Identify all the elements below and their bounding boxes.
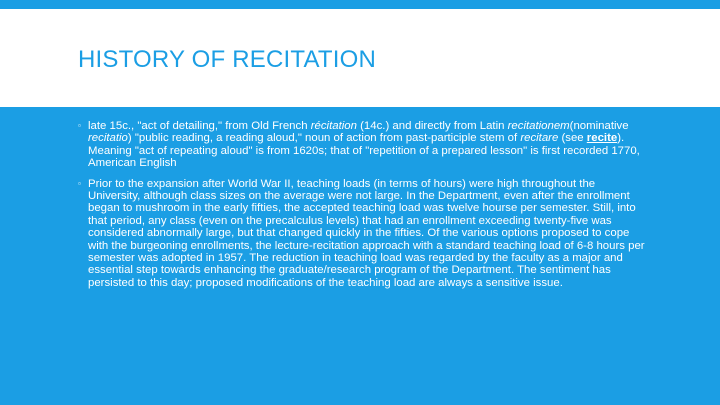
title-area [0,9,720,107]
bullet-list [78,120,650,297]
text-run: ). Meaning "act of repeating aloud" is from 1620s; that of "repetition of a prepared lesson" is first recorded 1770, American English [88,132,640,170]
bullet-icon: ▫ [78,178,81,188]
bullet-text [88,120,650,170]
text-run: (14c.) and directly from Latin [356,120,508,132]
content-area [0,107,720,405]
text-run: (nominative [569,120,629,132]
text-run: late 15c., "act of detailing," from Old French [88,120,311,132]
italic-term: recitatio [88,132,128,145]
recite-link[interactable]: recite [586,132,618,145]
text-run: (see [558,132,587,145]
top-accent-band [0,0,720,9]
bullet-item [78,120,650,170]
bullet-text [88,178,650,290]
bullet-item [78,178,650,290]
text-run: ) "public reading, a reading aloud," noun of action from past-participle stem of [127,132,521,145]
italic-term: recitare [520,132,559,145]
slide-title: HISTORY OF RECITATION [78,46,377,73]
text-run: Prior to the expansion after World War II, teaching loads (in terms of hours) were high throughout the University, although class sizes on the average were not large. In the Department, even after the enrollment began to mushroom in the early fifties, the accepted teaching load was twelve hourse per semester. Still, into that period, any class (even on the precalculus levels) that had an enrollment exceeding twenty-five was considered abnormally large, but that changed quickly in the fifties. Of the various options proposed to cope with the burgeoning enrollments, the lecture-recitation approach with a standard teaching load of 6-8 hours per semester was adopted in 1957. The reduction in teaching load was regarded by the faculty as a major and essential step towards enhancing the graduate/research program of the Department. The sentiment has persisted to this day; proposed modifications of the teaching load are always a sensitive issue. [88,177,645,289]
italic-term: recitationem [507,120,570,132]
bullet-icon: ▫ [78,121,81,130]
italic-term: récitation [310,120,357,132]
